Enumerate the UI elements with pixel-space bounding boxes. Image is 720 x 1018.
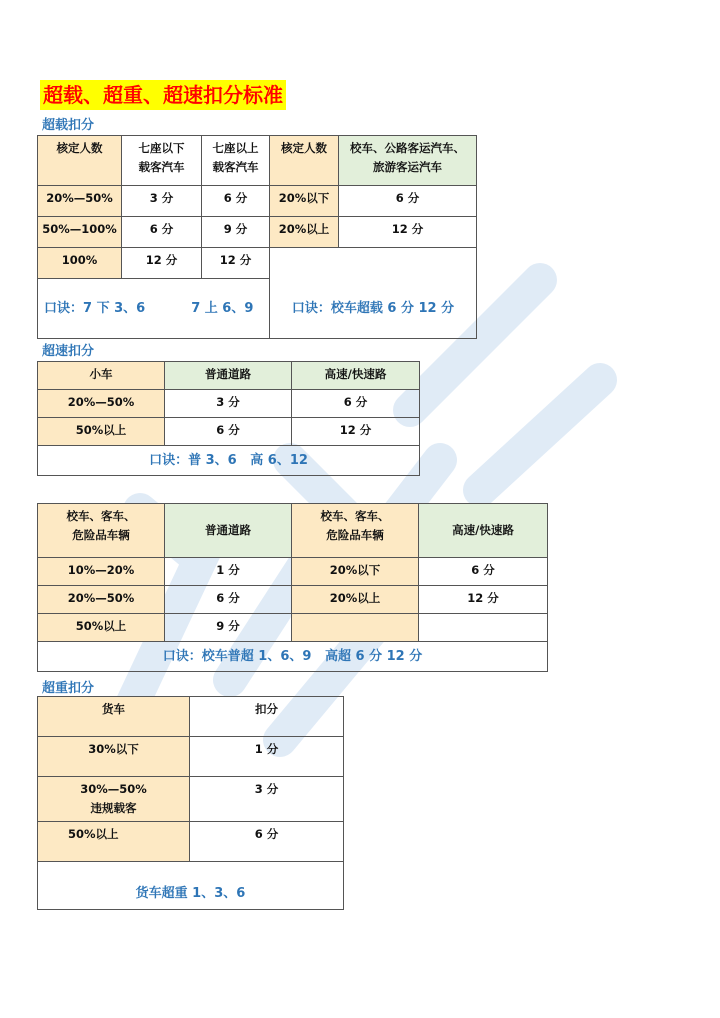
value-cell: 6 分	[292, 390, 420, 418]
value-cell: 6 分	[190, 822, 344, 862]
value-cell: 6 分	[165, 418, 292, 446]
page-title: 超载、超重、超速扣分标准	[40, 80, 286, 110]
value-cell: 6 分	[339, 186, 477, 217]
value-cell: 6 分	[122, 217, 202, 248]
range-cell: 30%—50% 违规载客	[38, 777, 190, 822]
empty-cell	[270, 248, 477, 279]
speeding-table-bus	[37, 503, 548, 672]
speeding-table-car	[37, 361, 420, 476]
header-cell: 七座以上 载客汽车	[202, 136, 270, 186]
overweight-heading: 超重扣分	[42, 681, 95, 696]
empty-cell	[419, 614, 548, 642]
value-cell: 12 分	[292, 418, 420, 446]
value-cell: 12 分	[419, 586, 548, 614]
value-cell: 9 分	[202, 217, 270, 248]
mnemonic-left-b: 7 上 6、9	[191, 301, 254, 316]
header-cell: 货车	[38, 697, 190, 737]
value-cell: 6 分	[202, 186, 270, 217]
mnemonic-cell: 货车超重 1、3、6	[38, 862, 344, 910]
header-cell: 核定人数	[270, 136, 339, 186]
speeding-heading: 超速扣分	[42, 344, 95, 359]
header-cell: 七座以下 载客汽车	[122, 136, 202, 186]
range-cell: 10%—20%	[38, 558, 165, 586]
header-cell: 普通道路	[165, 504, 292, 558]
header-cell: 普通道路	[165, 362, 292, 390]
value-cell: 1 分	[190, 737, 344, 777]
range-cell: 20%以下	[270, 186, 339, 217]
mnemonic-cell: 口诀：普 3、6 高 6、12	[38, 446, 420, 476]
range-cell: 20%—50%	[38, 186, 122, 217]
range-cell: 30%以下	[38, 737, 190, 777]
value-cell: 12 分	[202, 248, 270, 279]
header-cell: 扣分	[190, 697, 344, 737]
value-cell: 3 分	[165, 390, 292, 418]
header-cell: 校车、客车、 危险品车辆	[38, 504, 165, 558]
overload-heading: 超载扣分	[42, 118, 95, 133]
range-cell: 20%—50%	[38, 390, 165, 418]
header-cell: 小车	[38, 362, 165, 390]
range-cell: 20%以上	[292, 586, 419, 614]
header-cell: 校车、客车、 危险品车辆	[292, 504, 419, 558]
value-cell: 3 分	[122, 186, 202, 217]
mnemonic-cell: 口诀：校车普超 1、6、9 高超 6 分 12 分	[38, 642, 548, 672]
header-cell: 高速/快速路	[292, 362, 420, 390]
overweight-table	[37, 696, 344, 910]
range-cell: 20%—50%	[38, 586, 165, 614]
overload-table	[37, 135, 477, 339]
range-cell: 50%以上	[38, 418, 165, 446]
value-cell: 3 分	[190, 777, 344, 822]
range-cell: 50%以上	[38, 822, 190, 862]
range-cell: 50%—100%	[38, 217, 122, 248]
value-cell: 6 分	[165, 586, 292, 614]
value-cell: 6 分	[419, 558, 548, 586]
range-cell: 20%以下	[292, 558, 419, 586]
mnemonic-left-a: 口诀：7 下 3、6	[44, 301, 146, 316]
value-cell: 12 分	[339, 217, 477, 248]
mnemonic-cell	[38, 279, 270, 339]
header-cell: 高速/快速路	[419, 504, 548, 558]
range-cell: 20%以上	[270, 217, 339, 248]
value-cell: 1 分	[165, 558, 292, 586]
range-cell: 100%	[38, 248, 122, 279]
value-cell: 12 分	[122, 248, 202, 279]
mnemonic-right: 口诀：校车超载 6 分 12 分	[270, 279, 477, 339]
value-cell: 9 分	[165, 614, 292, 642]
header-cell: 校车、公路客运汽车、 旅游客运汽车	[339, 136, 477, 186]
empty-cell	[292, 614, 419, 642]
range-cell: 50%以上	[38, 614, 165, 642]
header-cell: 核定人数	[38, 136, 122, 186]
